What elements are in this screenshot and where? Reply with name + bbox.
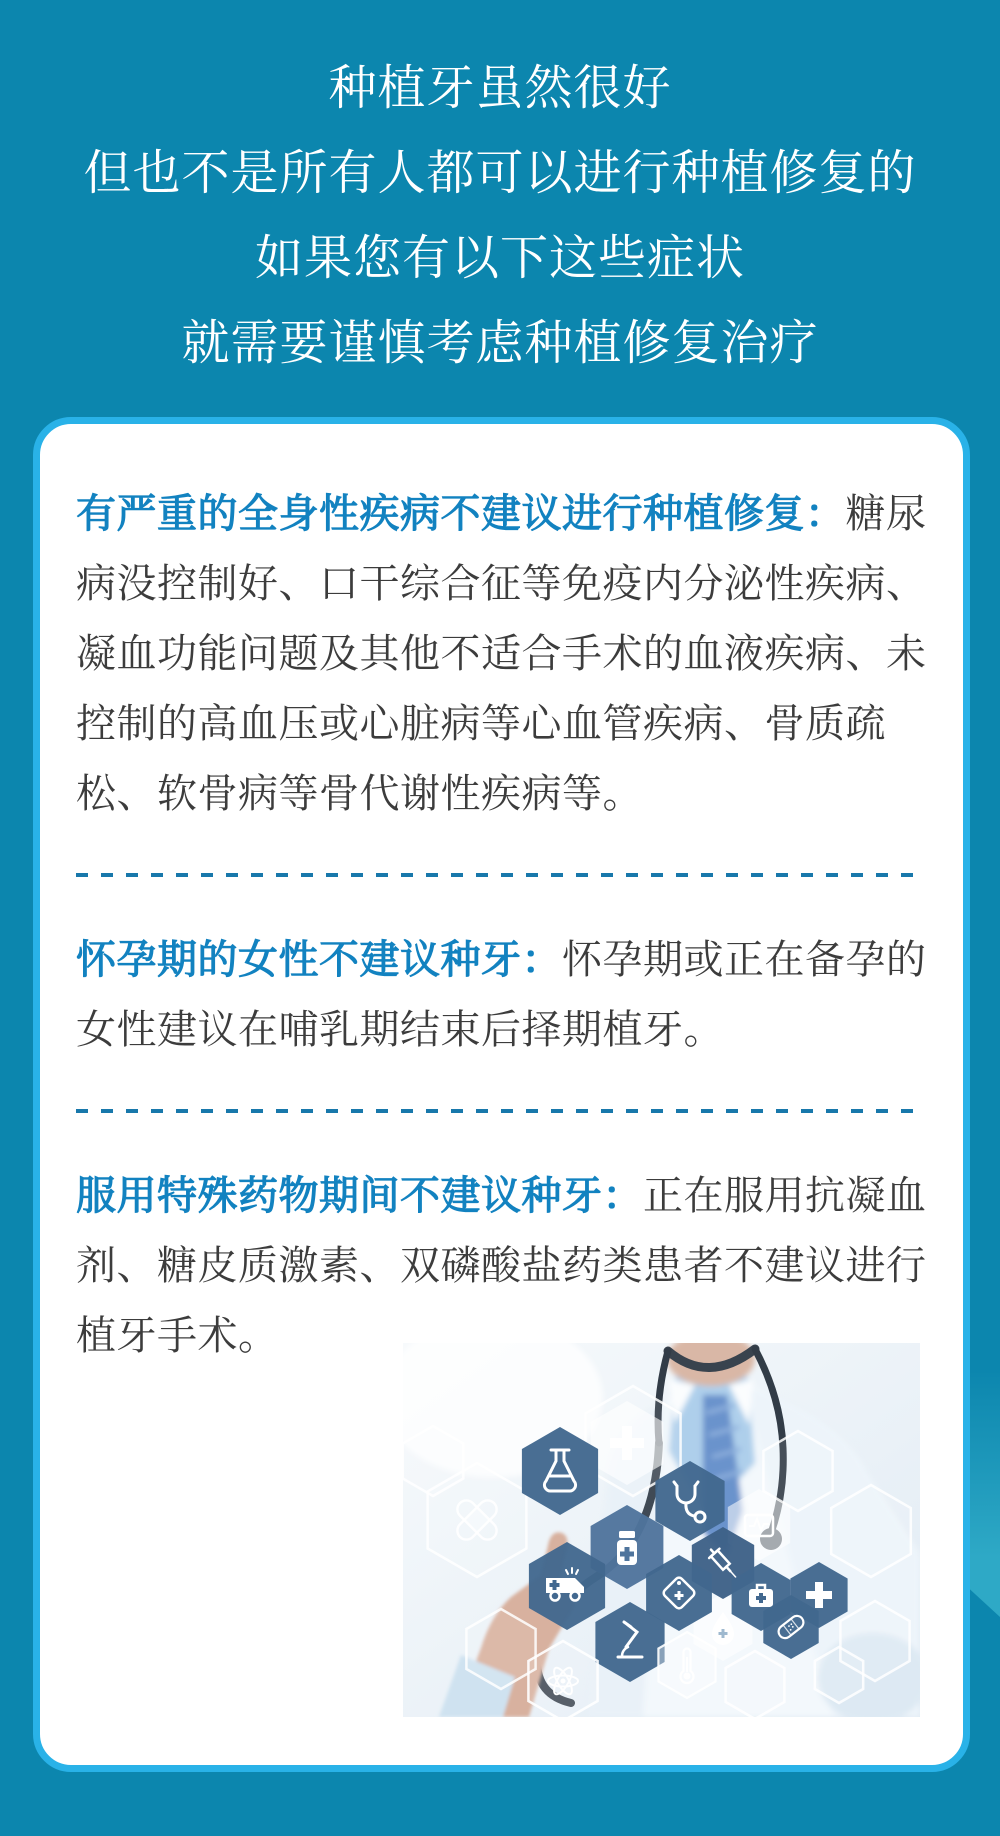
dashed-divider xyxy=(76,1109,918,1113)
header-line: 如果您有以下这些症状 xyxy=(254,232,745,285)
section-medication xyxy=(76,1161,927,1371)
text-line: 松、软骨病等骨代谢性疾病等。 xyxy=(76,772,643,816)
section-body: 怀孕期或正在备孕的 xyxy=(562,938,927,982)
header xyxy=(0,0,1000,386)
text-line: 控制的高血压或心脏病等心血管疾病、骨质疏 xyxy=(76,702,886,746)
text-line xyxy=(76,1161,927,1231)
section-systemic-disease xyxy=(76,479,927,829)
text-line: 植牙手术。 xyxy=(76,1314,279,1358)
section-body: 糖尿 xyxy=(845,492,927,536)
card-content xyxy=(40,424,927,1371)
section-heading: 服用特殊药物期间不建议种牙： xyxy=(76,1174,643,1218)
info-card xyxy=(33,417,970,1772)
section-heading: 怀孕期的女性不建议种牙： xyxy=(76,938,562,982)
dashed-divider xyxy=(76,873,918,877)
header-line: 但也不是所有人都可以进行种植修复的 xyxy=(83,147,917,200)
header-line: 种植牙虽然很好 xyxy=(328,62,672,115)
hexagon-outline xyxy=(815,1647,863,1703)
doctor-photo xyxy=(403,1343,920,1717)
text-line: 女性建议在哺乳期结束后择期植牙。 xyxy=(76,1008,724,1052)
text-line: 剂、糖皮质激素、双磷酸盐药类患者不建议进行 xyxy=(76,1244,927,1288)
section-pregnancy xyxy=(76,925,927,1065)
text-line: 病没控制好、口干综合征等免疫内分泌性疾病、 xyxy=(76,562,927,606)
text-line: 凝血功能问题及其他不适合手术的血液疾病、未 xyxy=(76,632,927,676)
header-line: 就需要谨慎考虑种植修复治疗 xyxy=(181,317,819,370)
text-line xyxy=(76,479,927,549)
section-body: 正在服用抗凝血 xyxy=(643,1174,927,1218)
text-line xyxy=(76,925,927,995)
section-heading: 有严重的全身性疾病不建议进行种植修复： xyxy=(76,492,846,536)
